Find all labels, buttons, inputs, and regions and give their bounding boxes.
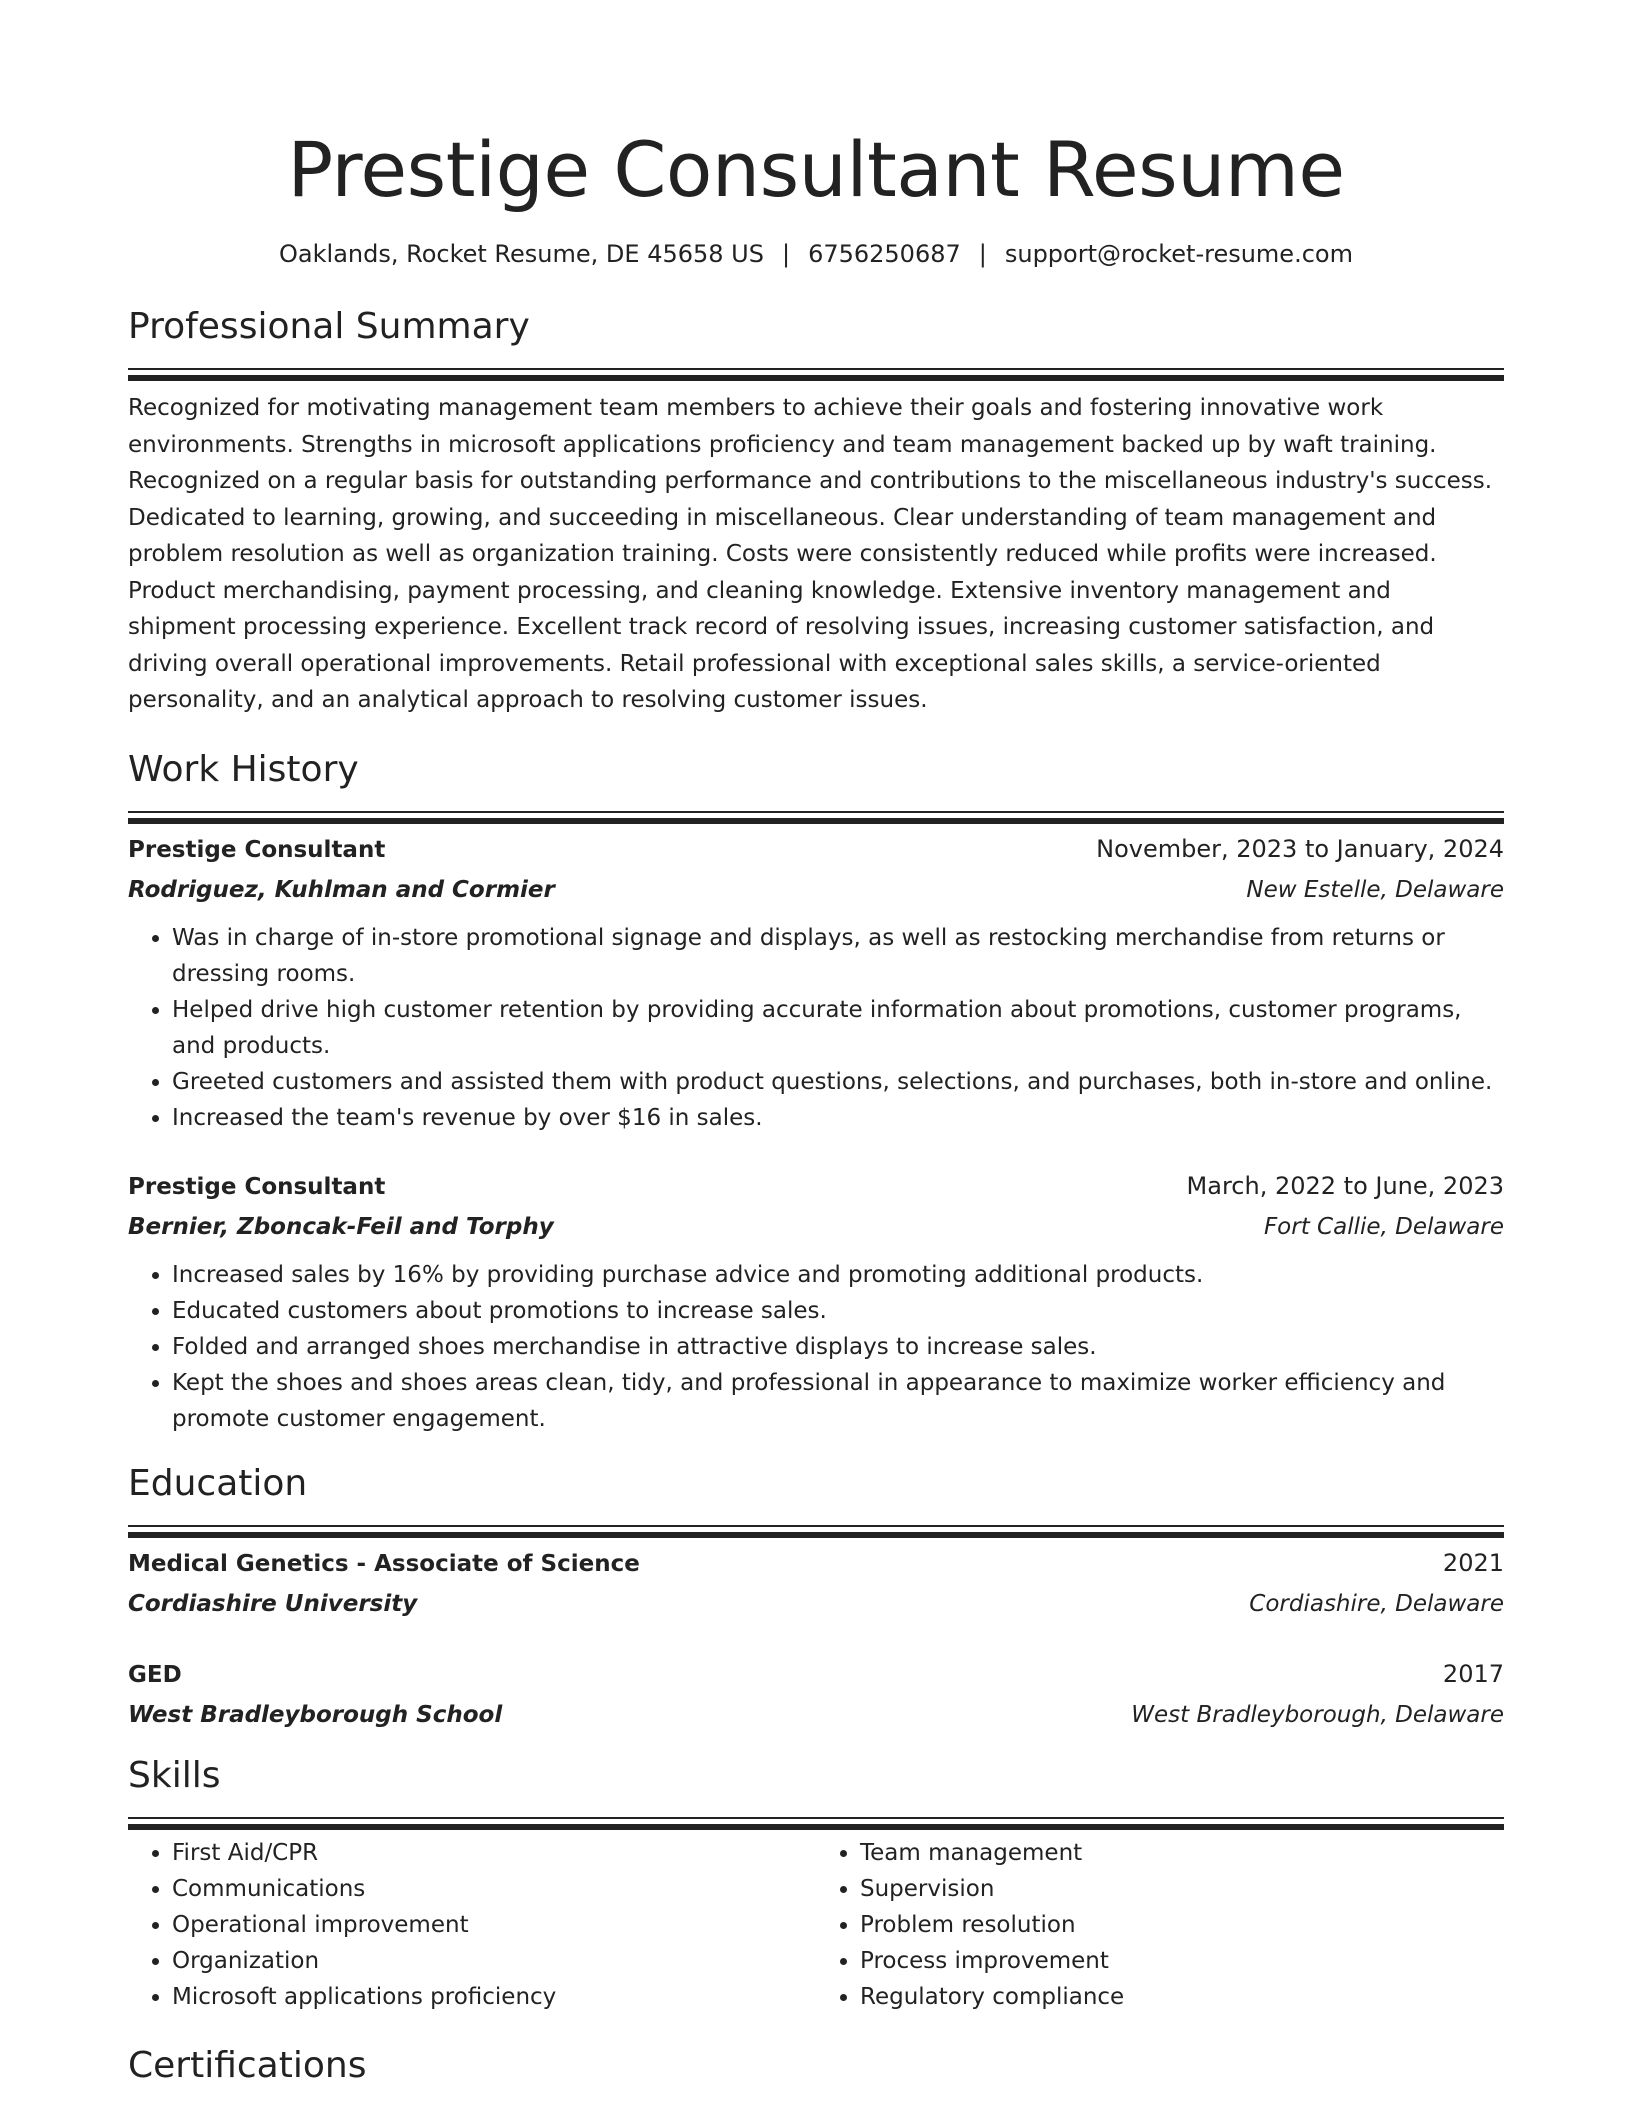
job-dates: March, 2022 to June, 2023 [1186, 1171, 1504, 1200]
education-year: 2017 [1442, 1659, 1504, 1688]
section-title-work-history: Work History [128, 748, 359, 790]
certifications-section [128, 2041, 1504, 2091]
skills-section [128, 1751, 1504, 2015]
job-duty: • Increased sales by 16% by providing purchase advice and promoting additional products. [172, 1257, 1504, 1293]
section-divider [128, 368, 1504, 370]
education-school: West Bradleyborough School [128, 1701, 503, 1728]
job-location: New Estelle, Delaware [1246, 876, 1504, 903]
job-entry [128, 1166, 1504, 1437]
job-title: Prestige Consultant [128, 836, 386, 863]
skills-column-right [816, 1835, 1504, 2015]
skill-item: • Process improvement [860, 1943, 1504, 1979]
contact-email: support@rocket-resume.com [1004, 240, 1353, 268]
skill-item: • Regulatory compliance [860, 1979, 1504, 2015]
education-entry [128, 1543, 1504, 1624]
job-entry [128, 829, 1504, 1136]
job-title: Prestige Consultant [128, 1173, 386, 1200]
education-degree: Medical Genetics - Associate of Science [128, 1550, 640, 1577]
resume-page [128, 0, 1504, 2091]
contact-separator: | [781, 240, 791, 268]
job-location: Fort Callie, Delaware [1263, 1213, 1504, 1240]
summary-text: Recognized for motivating management team members to achieve their goals and fostering innovative work environments. Strengths in microsoft applications proficiency and team management backed up by waft training. Recognized on a regular basis for outstanding performance and contributions to the miscellaneous industry's success. Dedicated to learning, growing, and succeeding in miscellaneous. Clear understanding of team management and problem resolution as well as organization training. Costs were consistently reduced while profits were increased. Product merchandising, payment processing, and cleaning knowledge. Extensive inventory management and shipment processing experience. Excellent track record of resolving issues, increasing customer satisfaction, and driving overall operational improvements. Retail professional with exceptional sales skills, a service-oriented personality, and an analytical approach to resolving customer issues. [128, 395, 1493, 713]
education-degree: GED [128, 1661, 182, 1688]
section-divider [128, 811, 1504, 813]
contact-line [128, 236, 1504, 272]
skills-column-left [128, 1835, 816, 2015]
job-dates: November, 2023 to January, 2024 [1096, 834, 1504, 863]
skill-item: • Operational improvement [172, 1907, 816, 1943]
resume-title: Prestige Consultant Resume [287, 125, 1345, 214]
contact-separator: | [978, 240, 987, 268]
job-duty: • Educated customers about promotions to increase sales. [172, 1293, 1504, 1329]
job-duty: • Helped drive high customer retention by providing accurate information about promotions, customer programs, and products. [172, 992, 1504, 1064]
contact-address: Oaklands, Rocket Resume, DE 45658 US [279, 240, 764, 268]
work-history-section [128, 745, 1504, 1437]
job-company: Bernier, Zboncak-Feil and Torphy [128, 1213, 554, 1240]
skill-item: • Organization [172, 1943, 816, 1979]
job-duty: • Folded and arranged shoes merchandise in attractive displays to increase sales. [172, 1329, 1504, 1365]
job-duty: • Kept the shoes and shoes areas clean, tidy, and professional in appearance to maximize worker efficiency and promote customer engagement. [172, 1365, 1504, 1437]
job-duties-list [128, 920, 1504, 1136]
skill-item: • First Aid/CPR [172, 1835, 816, 1871]
job-duties-list [128, 1257, 1504, 1437]
education-location: Cordiashire, Delaware [1249, 1590, 1504, 1617]
education-year: 2021 [1442, 1548, 1504, 1577]
section-title-certifications: Certifications [128, 2044, 367, 2086]
section-title-summary: Professional Summary [128, 306, 530, 347]
job-duty: • Greeted customers and assisted them with product questions, selections, and purchases, both in-store and online. [172, 1064, 1504, 1100]
education-school: Cordiashire University [128, 1590, 418, 1617]
section-divider [128, 1525, 1504, 1527]
education-entry [128, 1654, 1504, 1735]
section-divider [128, 1817, 1504, 1819]
summary-section [128, 302, 1504, 719]
skill-item: • Problem resolution [860, 1907, 1504, 1943]
job-duty: • Increased the team's revenue by over $16 in sales. [172, 1100, 1504, 1136]
skill-item: • Team management [860, 1835, 1504, 1871]
skill-item: • Supervision [860, 1871, 1504, 1907]
job-duty: • Was in charge of in-store promotional signage and displays, as well as restocking merchandise from returns or dressing rooms. [172, 920, 1504, 992]
contact-phone: 6756250687 [808, 240, 961, 268]
section-title-skills: Skills [128, 1754, 221, 1796]
job-company: Rodriguez, Kuhlman and Cormier [128, 876, 555, 903]
education-location: West Bradleyborough, Delaware [1131, 1701, 1504, 1728]
skill-item: • Communications [172, 1871, 816, 1907]
education-section [128, 1459, 1504, 1735]
section-title-education: Education [128, 1462, 308, 1504]
skill-item: • Microsoft applications proficiency [172, 1979, 816, 2015]
